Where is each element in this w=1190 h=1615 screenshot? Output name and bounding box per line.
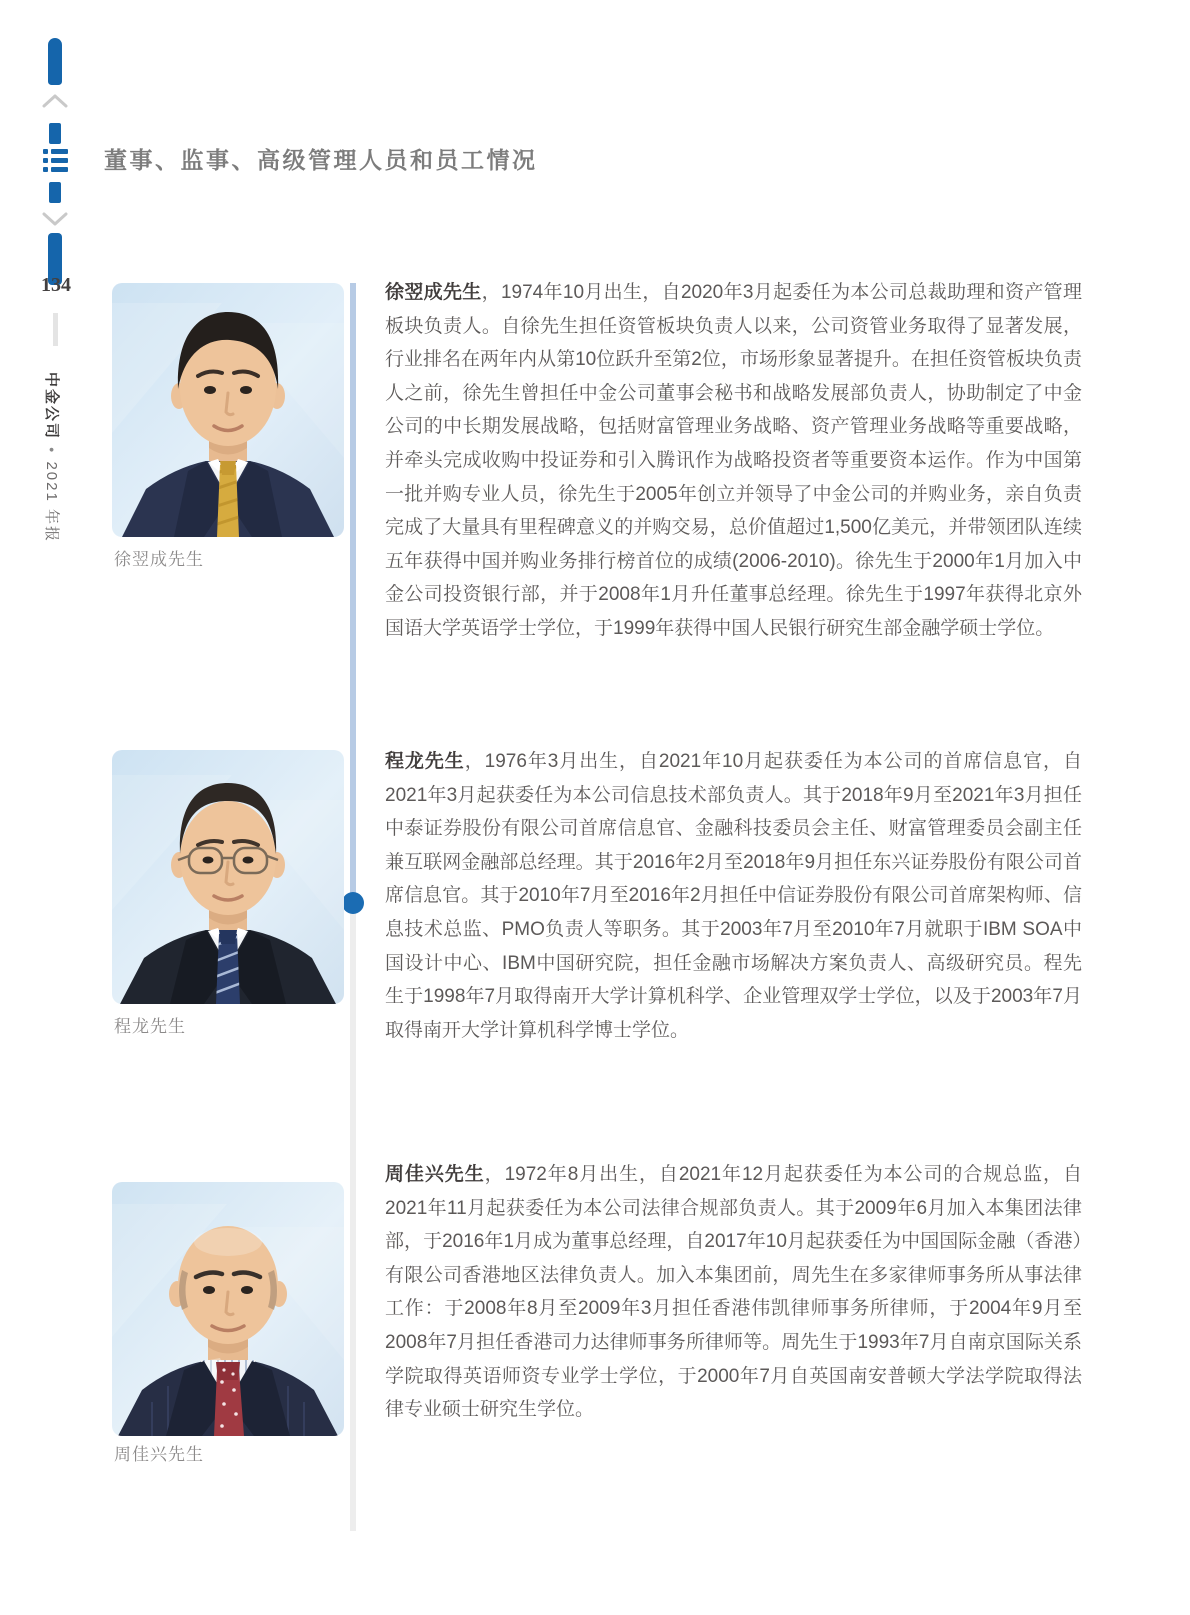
timeline-line-inactive <box>350 903 356 1531</box>
page-title: 董事、监事、高级管理人员和员工情况 <box>104 148 538 173</box>
vertical-brand-text <box>42 372 63 543</box>
bio-paragraph-cheng <box>385 745 1082 1047</box>
bio-paragraph-zhou <box>385 1158 1082 1427</box>
brand-name: 中金公司 <box>43 372 60 441</box>
rail-top-bar <box>48 38 62 85</box>
portrait-illustration-cheng <box>112 750 344 1004</box>
photo-caption-zhou: 周佳兴先生 <box>114 1445 204 1464</box>
portrait-illustration-xu <box>112 283 344 537</box>
chevron-up-icon <box>42 93 68 109</box>
rail-marker-bar-2 <box>49 182 61 203</box>
bio-name-zhou: 周佳兴先生 <box>385 1164 485 1185</box>
photo-caption-xu: 徐翌成先生 <box>114 550 204 569</box>
chevron-down-icon <box>42 211 68 227</box>
brand-edition: 2021 年报 <box>43 461 60 543</box>
timeline-line-active <box>350 283 356 903</box>
bio-paragraph-xu <box>385 276 1082 646</box>
page-number: 134 <box>41 274 71 296</box>
bio-name-cheng: 程龙先生 <box>385 751 465 772</box>
bio-text-xu: ，1974年10月出生，自2020年3月起委任为本公司总裁助理和资产管理板块负责人。自徐先生担任资管板块负责人以来，公司资管业务取得了显著发展，行业排名在两年内从第10位跃升至第2位，市场形象显著提升。在担任资管板块负责人之前，徐先生曾担任中金公司董事会秘书和战略发展部负责人，协助制定了中金公司的中长期发展战略，包括财富管理业务战略、资产管理业务战略等重要战略，并牵头完成收购中投证券和引入腾讯作为战略投资者等重要资本运作。作为中国第一批并购专业人员，徐先生于2005年创立并领导了中金公司的并购业务，亲自负责完成了大量具有里程碑意义的并购交易，总价值超过1,500亿美元，并带领团队连续五年获得中国并购业务排行榜首位的成绩(2006-2010)。徐先生于2000年1月加入中金公司投资银行部，并于2008年1月升任董事总经理。徐先生于1997年获得北京外国语大学英语学士学位，于1999年获得中国人民银行研究生部金融学硕士学位。 <box>385 282 1082 639</box>
brand-bullet: ● <box>47 447 57 455</box>
bio-text-zhou: ，1972年8月出生，自2021年12月起获委任为本公司的合规总监，自2021年11月起获委任为本公司法律合规部负责人。其于2009年6月加入本集团法律部，于2016年1月成为董事总经理，自2017年10月起获委任为中国国际金融（香港）有限公司香港地区法律负责人。加入本集团前，周先生在多家律师事务所从事法律工作：于2008年8月至2009年3月担任香港伟凯律师事务所律师，于2004年9月至2008年7月担任香港司力达律师事务所律师等。周先生于1993年7月自南京国际关系学院取得英语师资专业学士学位，于2000年7月自英国南安普顿大学法学院取得法律专业硕士研究生学位。 <box>385 1164 1082 1421</box>
rail-marker-bar <box>49 123 61 144</box>
portrait-photo-cheng-long <box>112 750 344 1004</box>
bio-name-xu: 徐翌成先生 <box>385 282 482 303</box>
rail-divider <box>53 313 58 346</box>
list-icon <box>43 149 68 176</box>
portrait-photo-xu-yicheng <box>112 283 344 537</box>
timeline-dot <box>342 892 364 914</box>
portrait-illustration-zhou <box>112 1182 344 1436</box>
portrait-photo-zhou-jiaxing <box>112 1182 344 1436</box>
photo-caption-cheng: 程龙先生 <box>114 1017 186 1036</box>
bio-text-cheng: ，1976年3月出生，自2021年10月起获委任为本公司的首席信息官，自2021年3月起获委任为本公司信息技术部负责人。其于2018年9月至2021年3月担任中泰证券股份有限公司首席信息官、金融科技委员会主任、财富管理委员会副主任兼互联网金融部总经理。其于2016年2月至2018年9月担任东兴证券股份有限公司首席信息官。其于2010年7月至2016年2月担任中信证券股份有限公司首席架构师、信息技术总监、PMO负责人等职务。其于2003年7月至2010年7月就职于IBM SOA中国设计中心、IBM中国研究院，担任金融市场解决方案负责人、高级研究员。程先生于1998年7月取得南开大学计算机科学、企业管理双学士学位，以及于2003年7月取得南开大学计算机科学博士学位。 <box>385 751 1082 1041</box>
